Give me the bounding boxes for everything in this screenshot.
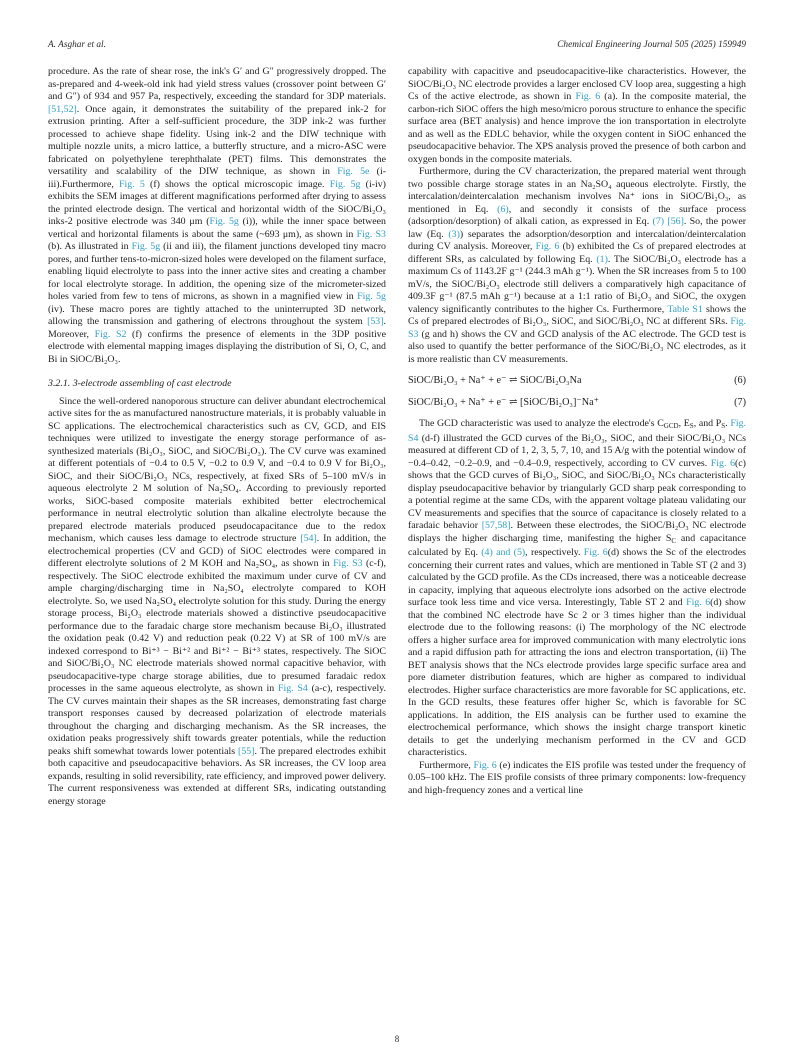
text-run: S — [689, 422, 694, 430]
equation-link[interactable]: (3) — [448, 228, 460, 240]
text-run: Furthermore, — [419, 759, 474, 771]
citation-link[interactable]: [55] — [238, 745, 255, 757]
running-head-journal: Chemical Engineering Journal 505 (2025) 159949 — [557, 40, 746, 50]
figure-link[interactable]: Fig. S3 — [356, 228, 386, 240]
equation-number: (7) — [734, 396, 746, 408]
text-run: (a-c), respectively. The CV curves maintain their shapes as the SR increases, demonstrating fast charge transport responses caused by decreased polarization of electrode materials throughout the charging and discharging mechanism. As the SR increases, the oxidation peaks progressively shift towards greater potentials, while the reduction peaks shift somewhat towards lower potentials — [48, 683, 386, 757]
figure-link[interactable]: Fig. S4 — [408, 418, 747, 444]
text-run: (iv). These macro pores are tightly attached to the uninterrupted 3D network, allowing the transmission and gathering of electrons throughout the system — [48, 303, 386, 327]
figure-link[interactable]: Fig. 5e — [337, 166, 370, 177]
running-head — [48, 40, 746, 50]
text-run: Furthermore, during the CV characterization, the prepared material went through two possible charge storage states in an Na₂SO₄ aqueous electrolyte. Firstly, the intercalation/deintercalation mechanism involves Na⁺ ions in SiOC/Bi₂O₃, as mentioned in Eq. — [408, 166, 746, 215]
figure-link[interactable]: Fig. 5 — [119, 178, 145, 190]
text-run: (i-iii).Furthermore, — [48, 166, 387, 190]
right-column — [408, 66, 746, 808]
text-run: C — [671, 536, 677, 545]
figure-link[interactable]: Fig. 6 — [583, 547, 608, 558]
text-run: capability with capacitive and pseudocapacitive-like characteristics. However, the SiOC/Bi₂O₃ NC electrode provides a larger enclosed CV loop area, suggesting a high Cs of the active electrode, as shown in — [408, 66, 746, 102]
text-run: (b) exhibited the Cs of prepared electrodes at different SRs, as calculated by following Eq. — [408, 241, 746, 265]
figure-link[interactable]: Table S1 — [667, 303, 703, 315]
text-run: . — [725, 418, 731, 429]
text-run: (d-f) illustrated the GCD curves of the Bi₂O₃, SiOC, and their SiOC/Bi₂O₃ NCs measured at different CD of 1, 2, 3, 5, 7, 10, and 15 A/g with the potential window of −0.4–0.42, −0.2–0.9, and −0.4–0.9, respectively, according to CV curves. — [408, 432, 746, 469]
figure-link[interactable]: Fig. 5g — [131, 241, 161, 252]
paragraph — [408, 418, 746, 760]
figure-link[interactable]: Fig. 6 — [710, 457, 736, 469]
two-column-body — [48, 66, 746, 808]
text-run: . So, the power law (Eq. — [408, 216, 747, 240]
citation-link[interactable]: [51,52] — [48, 103, 77, 115]
text-run: , and secondly it consists of the surface process (adsorption/desorption) of alkali cation, as expressed in Eq. — [408, 203, 746, 227]
paragraph — [48, 396, 386, 809]
paragraph — [48, 66, 386, 366]
text-run: Since the well-ordered nanoporous structure can deliver abundant electrochemical active sites for the as manufactured nanostructure materials, it is probably valuable in SC applications. The electrochemical characteristics such as CV, GCD, and EIS techniques were utilized to investigate the energy storage performance of as-synthesized materials (Bi₂O₃, SiOC, and SiOC/Bi₂O₃). The CV curve was examined at different potentials of −0.4 to 0.5 V, −0.2 to 0.9 V, and −0.4 to 0.9 V for Bi₂O₃, SiOC, and their SiOC/Bi₂O₃ NCs, respectively, at fixed SRs of 5–100 mV/s in aqueous electrolyte 2 M solution of Na₂SO₄. According to previously reported works, SiOC-based composite materials exhibited better electrochemical performance in neutral electrolytic solution than alkaline electrolyte because the prepared electrode materials produced pseudocapacitance due to the redox mechanism, which causes less damage to electrode structure — [48, 395, 386, 544]
equation — [408, 375, 746, 388]
text-run: SiOC/Bi₂O₃ + Na⁺ + e⁻ ⇌ SiOC/Bi₂O₃Na — [408, 375, 582, 386]
text-run: (f) confirms the presence of elements in the 3DP positive electrode with elemental mapping images displaying the distribution of Si, O, C, and Bi in SiOC/Bi₂O₃. — [48, 328, 387, 365]
text-run: , respectively. — [525, 547, 584, 558]
figure-link[interactable]: Fig. 5g — [329, 178, 361, 190]
left-column — [48, 66, 386, 808]
citation-link[interactable]: [56] — [667, 216, 684, 227]
figure-link[interactable]: Fig. S3 — [333, 558, 363, 569]
text-run: (e) indicates the EIS profile was tested under the frequency of 0.05–100 kHz. The EIS profile consists of three primary components: low-frequency and high-frequency zones and a vertical line — [408, 759, 746, 796]
equation — [408, 397, 746, 410]
figure-link[interactable]: Fig. 6 — [686, 597, 711, 608]
text-run: SiOC/Bi₂O₃ + Na⁺ + e⁻ ⇌ [SiOC/Bi₂O₃]⁻Na⁺ — [408, 396, 600, 408]
equation-link[interactable]: (1) — [596, 253, 608, 265]
text-run: , E — [678, 418, 690, 429]
text-run: . Between these electrodes, the SiOC/Bi₂O₃ NC electrode displays the higher discharging time, manifesting the higher S — [408, 520, 746, 544]
paragraph — [408, 760, 746, 798]
text-run: shows the Cs of prepared electrodes of Bi₂O₃, SiOC, and SiOC/Bi₂O₃ NC at different SRs. — [408, 303, 746, 327]
text-run: (f) shows the optical microscopic image. — [144, 178, 330, 190]
equation-body — [408, 375, 581, 388]
figure-link[interactable]: Fig. S3 — [408, 316, 746, 340]
text-run: (g and h) shows the CV and GCD analysis of the AC electrode. The GCD test is also used to quantify the better performance of the SiOC/Bi₂O₃ NC electrodes, as it is more realistic than CV measurements. — [408, 328, 746, 365]
paragraph — [408, 66, 746, 166]
figure-link[interactable]: Fig. 5g — [357, 291, 386, 302]
text-run: GCD — [663, 422, 679, 430]
text-run: S — [721, 422, 726, 430]
text-run: (c-f), respectively. The SiOC electrode exhibited the maximum under curve of CV and ample charging/discharging time in Na₂SO₄ electrolyte compared to KOH electrolyte. So, we used Na₂SO₄ electrolyte solution for this study. During the energy storage process, Bi₂O₃ electrode materials showed a distinctive pseudocapacitive performance due to the faradaic charge store mechanism because Bi₂O₃ illustrated the oxidation peak (0.42 V) and reduction peak (0.22 V) at SR of 100 mV/s are indexed correspond to Bi⁺³ − Bi⁺² and Bi⁺² − Bi⁺³ states, respectively. The SiOC and SiOC/Bi₂O₃ NC electrode materials showed normal capacitive behavior, with pseudocapacitive-type charge storage abilities, due to presumed faradaic redox processes in the same aqueous electrolyte, as shown in — [48, 558, 386, 694]
text-run: (i)), while the inner space between vertical and horizontal filaments is about the same (~693 μm), as shown in — [48, 216, 386, 240]
text-run: The GCD characteristic was used to analyze the electrode's C — [419, 418, 664, 429]
text-run: (i-iv) exhibits the SEM images at different magnifications performed after drying to assess the printed electrode design. The vertical and horizontal width of the SiOC/Bi₂O₃ inks-2 positive electrode was 340 μm ( — [48, 178, 386, 227]
page-footer — [0, 1034, 794, 1044]
equation-body — [408, 397, 599, 410]
equation-link[interactable]: (7) — [652, 216, 665, 227]
figure-link[interactable]: Fig. 6 — [575, 91, 601, 102]
citation-link[interactable]: [53] — [367, 316, 384, 327]
equation-link[interactable]: (6) — [497, 203, 509, 215]
equation-link[interactable]: (4) and (5) — [481, 547, 526, 558]
text-run: (ii and iii), the filament junctions developed tiny macro pores, and further tens-to-micron-sized holes were developed on the filament surface, enabling liquid electrolyte to pass into the inner active sites and creating a chamber for local electrolyte storage. In addition, the opening size of the micrometer-sized holes varied from few to tens of microns, as shown in a magnified view in — [48, 241, 386, 302]
figure-link[interactable]: Fig. 6 — [473, 759, 497, 771]
text-run: . The SiOC/Bi₂O₃ electrode has a maximum Cs of 1143.2F g⁻¹ (244.3 mAh g⁻¹). When the SR increases from 5 to 100 mV/s, the SiOC/Bi₂O₃ electrode still delivers a comparatively high capacitance of 409.3F g⁻¹ (87.5 mAh g⁻¹) because at a 1:1 ratio of Bi₂O₃ and SiOC, the oxygen valency significantly contributes to the higher Cs. Furthermore, — [408, 253, 746, 315]
text-run: procedure. As the rate of shear rose, the ink's G′ and G″ progressively dropped. The as-prepared and 4-week-old ink had yield stress values (crossover point between G′ and G″) of 934 and 957 Pa, respectively, exceeding the standard for 3DP materials. — [48, 66, 386, 102]
figure-link[interactable]: Fig. 5g — [209, 216, 239, 227]
text-run: (a). In the composite material, the carbon-rich SiOC offers the high meso/micro porous structure to enhance the specific surface area (BET analysis) and hence improve the ion transportation in electrolyte and as well as the EDLC behavior, while the oxygen content in SiOC enhanced the pseudocapacitive behavior. The XPS analysis proved the presence of both carbon and oxygen bonds in the composite materials. — [408, 91, 746, 165]
figure-link[interactable]: Fig. S4 — [277, 683, 308, 694]
figure-link[interactable]: Fig. 6 — [535, 241, 560, 252]
running-head-author: A. Asghar et al. — [48, 40, 106, 50]
section-heading: 3.2.1. 3-electrode assembling of cast electrode — [48, 378, 232, 389]
text-run: . The prepared electrodes exhibit both capacitive and pseudocapacitive behaviors. As SR increases, the CV loop area expands, resulting in solid reversibility, rate efficiency, and improved power delivery. The current responsiveness was extended at different SRs, indicating outstanding energy storage — [48, 745, 386, 807]
equation-number: (6) — [734, 375, 746, 386]
paragraph — [408, 166, 746, 366]
text-run: ) separates the adsorption/desorption and intercalation/deintercalation during CV analysis. Moreover, — [408, 228, 746, 252]
text-run: (c) shows that the GCD curves of Bi₂O₃, SiOC, and SiOC/Bi₂O₃ NCs characteristically display pseudocapacitive behavior by triangularly GCD sharp peak corresponding to a potential regime at the same CDs, with the apparent voltage plateau validating our CV measurements and specifies that the source of capacitance is closely related to a faradaic behavior — [408, 457, 746, 531]
page-number: 8 — [394, 1034, 400, 1044]
text-run: . In addition, the electrochemical properties (CV and GCD) of SiOC electrodes were compared in different electrolyte solutions of 2 M KOH and Na₂SO₄, as shown in — [48, 533, 386, 569]
text-run: and capacitance calculated by Eq. — [408, 532, 746, 558]
text-run: (b). As illustrated in — [48, 241, 132, 252]
figure-link[interactable]: Fig. S2 — [94, 328, 127, 340]
text-run: . Once again, it demonstrates the suitability of the prepared ink-2 for extrusion printing. After a self-sufficient procedure, the 3DP ink-2 was further processed to achieve shape fidelity. Using ink-2 and the DIW technique with multiple nozzle units, a micro lattice, a butterfly structure, and a micro-ASC were fabricated on polyethylene terephthalate (PET) films. This demonstrates the versatility and scalability of the DIW technique, as shown in — [48, 103, 386, 177]
text-run: (d) show that the combined NC electrode have Sc 2 or 3 times higher than the individual electrode due to the following reasons: (i) The morphology of the NC electrode offers a higher surface area for improved communication with many electrolytic ions and a rapid diffusion path for attracting the ions and electron transportation, (ii) The BET analysis shows that the NCs electrode provides large specific surface area and pore diameter distribution features, which are higher as compared to individual electrodes. Higher surface characteristics are more favorable for SC applications, etc. In the GCD results, these features offer higher Sc, which is favorable for SC applications. In addition, the EIS analysis can be further used to examine the electrochemical performance, which shows the insight charge transport kinetic details to get the underlying mechanism performed in the CV and GCD characteristics. — [408, 597, 746, 758]
text-run: . Moreover, — [48, 316, 386, 340]
citation-link[interactable]: [54] — [300, 533, 317, 544]
text-run: (d) shows the Sc of the electrodes concerning their current rates and values, which are mentioned in Table ST (2 and 3) calculated by the GCD profile. As the CDs increased, there was a noticeable decrease in capacity, implying that aqueous electrolyte ions adsorbed on the active electrode surface took less time and vice versa. Interestingly, Table ST 2 and — [408, 547, 746, 608]
text-run: , and P — [693, 418, 722, 429]
citation-link[interactable]: [57,58] — [481, 520, 511, 531]
